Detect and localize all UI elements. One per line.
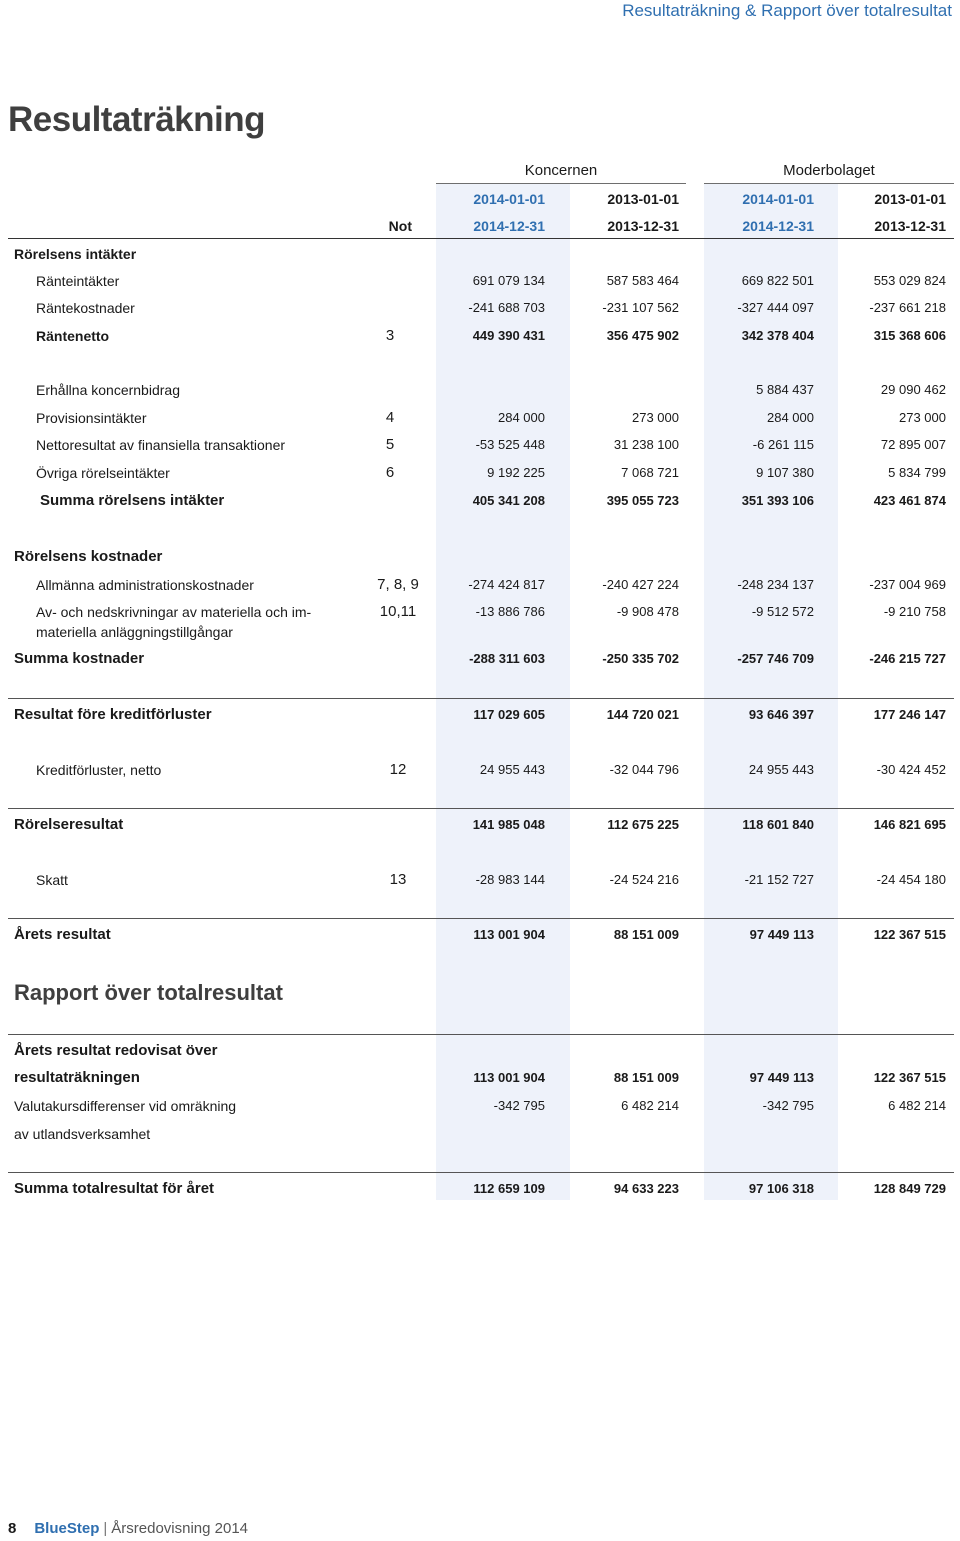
value-cell: -30 424 452 [876,762,946,777]
row-label: Rörelseresultat [14,816,124,833]
value-cell: -21 152 727 [744,872,814,887]
value-cell: 112 675 225 [607,817,679,832]
col4-to: 2013-12-31 [874,218,946,234]
value-cell: 122 367 515 [873,927,946,942]
value-cell: 6 482 214 [621,1098,679,1113]
value-cell: 24 955 443 [479,762,545,777]
value-cell: -248 234 137 [737,577,814,592]
value-cell: 395 055 723 [606,493,679,508]
value-cell: -6 261 115 [752,437,814,452]
row-label: Ränteintäkter [36,273,120,289]
value-cell: -32 044 796 [609,762,679,777]
value-cell: 273 000 [632,410,679,425]
value-cell: 94 633 223 [613,1181,679,1196]
value-cell: -28 983 144 [475,872,545,887]
value-cell: -327 444 097 [737,300,814,315]
value-cell: -13 886 786 [475,604,545,619]
col2-from: 2013-01-01 [607,191,679,207]
footer-separator: | [103,1520,108,1537]
col4-from: 2013-01-01 [874,191,946,207]
divider [8,918,954,919]
value-cell: 691 079 134 [472,273,545,288]
value-cell: 405 341 208 [472,493,545,508]
value-cell: 72 895 007 [880,437,946,452]
value-cell: 122 367 515 [873,1070,946,1085]
value-cell: -24 524 216 [609,872,679,887]
value-cell: 273 000 [899,410,946,425]
value-cell: 118 601 840 [742,817,814,832]
value-cell: 5 884 437 [756,382,814,397]
value-cell: -288 311 603 [469,651,545,666]
value-cell: 88 151 009 [613,1070,679,1085]
note-ref: 7, 8, 9 [377,576,419,593]
value-cell: 97 106 318 [748,1181,814,1196]
group-moderbolaget: Moderbolaget [783,162,875,179]
divider [8,698,954,699]
row-label: Provisionsintäkter [36,410,147,426]
value-cell: 29 090 462 [880,382,946,397]
value-cell: -9 512 572 [751,604,814,619]
page-footer [8,1520,248,1537]
note-ref: 3 [385,327,395,344]
page-title: Resultaträkning [8,100,265,139]
row-label: Av- och nedskrivningar av materiella och im- [36,604,312,620]
group-koncernen-rule [436,183,686,184]
row-label: Resultat före kreditförluster [14,706,212,723]
row-label-cont: materiella anläggningstillgångar [36,624,233,640]
col1-to: 2014-12-31 [473,218,545,234]
value-cell: -9 210 758 [883,604,946,619]
value-cell: 177 246 147 [873,707,946,722]
col1-from: 2014-01-01 [473,191,545,207]
col3-from: 2014-01-01 [742,191,814,207]
value-cell: 113 001 904 [473,927,545,942]
divider [8,1034,954,1035]
row-label: resultaträkningen [14,1069,140,1086]
divider [8,808,954,809]
row-label: Skatt [36,872,68,888]
col3-to: 2014-12-31 [742,218,814,234]
value-cell: 7 068 721 [621,465,679,480]
section-title-totalresultat: Rapport över totalresultat [14,980,283,1005]
row-label: Räntekostnader [36,300,135,316]
value-cell: 351 393 106 [741,493,814,508]
brand-name: BlueStep [34,1520,100,1537]
row-label: Årets resultat [14,926,111,943]
value-cell: 117 029 605 [473,707,545,722]
value-cell: 587 583 464 [606,273,679,288]
group-moderbolaget-rule [704,183,954,184]
value-cell: -237 661 218 [869,300,946,315]
value-cell: -237 004 969 [869,577,946,592]
note-ref: 10,11 [379,603,417,620]
value-cell: -9 908 478 [616,604,679,619]
value-cell: 449 390 431 [472,328,545,343]
running-header: Resultaträkning & Rapport över totalresultat [622,1,952,20]
value-cell: 146 821 695 [873,817,946,832]
row-label: Kreditförluster, netto [36,762,162,778]
value-cell: 5 834 799 [888,465,946,480]
value-cell: 141 985 048 [472,817,545,832]
row-label: Övriga rörelseintäkter [36,465,170,481]
header-rule [8,238,954,239]
row-label: Valutakursdifferenser vid omräkning [14,1098,237,1114]
note-ref: 5 [385,436,395,453]
value-cell: 6 482 214 [888,1098,946,1113]
group-koncernen: Koncernen [524,162,598,179]
value-cell: 342 378 404 [741,328,814,343]
note-ref: 12 [389,761,407,778]
value-cell: -342 795 [493,1098,545,1113]
value-cell: 553 029 824 [873,273,946,288]
value-cell: 93 646 397 [748,707,814,722]
not-header: Not [388,218,412,234]
value-cell: 669 822 501 [741,273,814,288]
row-label: Summa rörelsens intäkter [40,492,225,509]
value-cell: 24 955 443 [748,762,814,777]
col2-to: 2013-12-31 [607,218,679,234]
row-label: Räntenetto [36,328,110,344]
value-cell: -274 424 817 [468,577,545,592]
note-ref: 4 [385,409,395,426]
value-cell: -241 688 703 [468,300,545,315]
value-cell: 144 720 021 [606,707,679,722]
note-ref: 6 [385,464,395,481]
value-cell: -342 795 [762,1098,814,1113]
value-cell: 112 659 109 [473,1181,545,1196]
section-label: Rörelsens kostnader [14,548,163,565]
value-cell: 284 000 [498,410,545,425]
row-label: Summa kostnader [14,650,145,667]
value-cell: -250 335 702 [602,651,679,666]
value-cell: 423 461 874 [873,493,946,508]
row-label: Allmänna administrationskostnader [36,577,254,593]
value-cell: 113 001 904 [473,1070,545,1085]
value-cell: -231 107 562 [602,300,679,315]
value-cell: -257 746 709 [737,651,814,666]
row-label: Årets resultat redovisat över [14,1042,218,1059]
value-cell: -240 427 224 [602,577,679,592]
value-cell: -246 215 727 [869,651,946,666]
value-cell: 356 475 902 [606,328,679,343]
divider [8,1172,954,1173]
value-cell: 88 151 009 [613,927,679,942]
page-number: 8 [8,1520,17,1537]
value-cell: 97 449 113 [749,1070,814,1085]
row-label: Erhållna koncernbidrag [36,382,180,398]
note-ref: 13 [389,871,407,888]
value-cell: -53 525 448 [475,437,545,452]
document-name: Årsredovisning 2014 [111,1520,249,1537]
section-label: Rörelsens intäkter [14,246,137,262]
value-cell: 97 449 113 [749,927,814,942]
row-label: Summa totalresultat för året [14,1180,215,1197]
value-cell: 9 192 225 [487,465,545,480]
value-cell: 128 849 729 [873,1181,946,1196]
value-cell: 31 238 100 [613,437,679,452]
value-cell: 284 000 [767,410,814,425]
row-label: Nettoresultat av finansiella transaktioner [36,437,286,453]
value-cell: 315 368 606 [873,328,946,343]
value-cell: -24 454 180 [876,872,946,887]
row-label: av utlandsverksamhet [14,1126,151,1142]
value-cell: 9 107 380 [756,465,814,480]
